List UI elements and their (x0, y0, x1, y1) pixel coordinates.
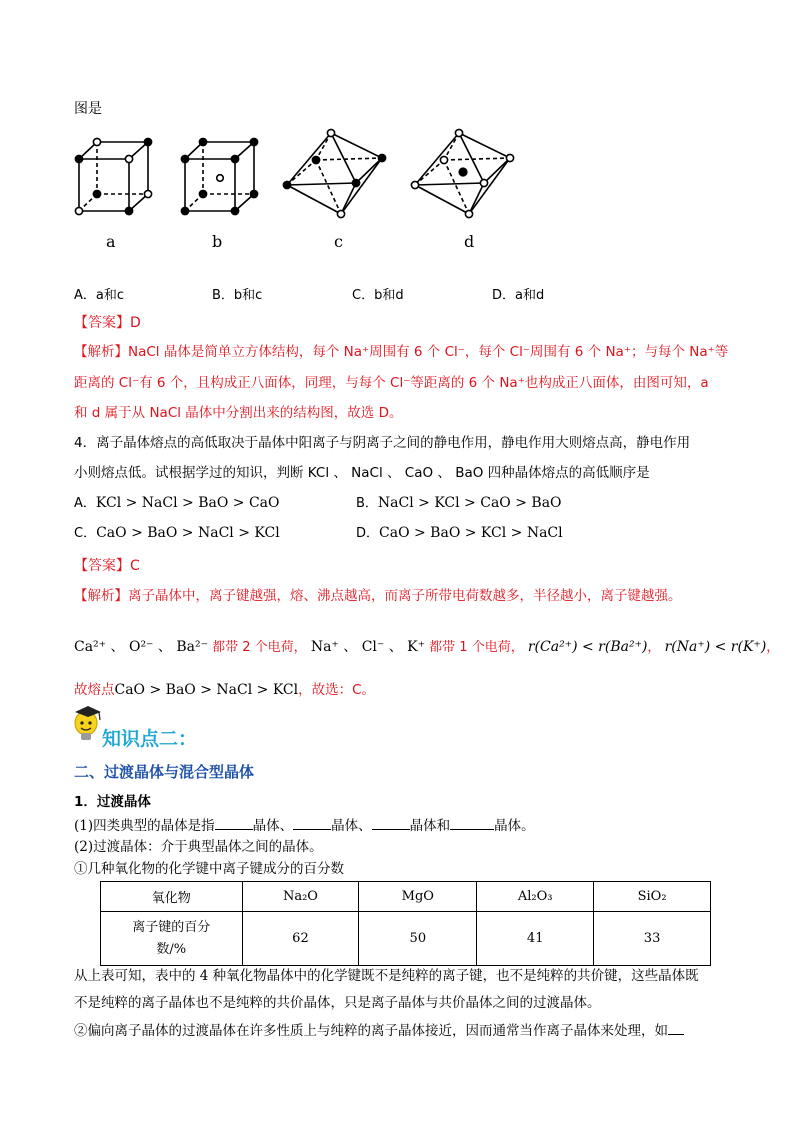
table-cell: 62 (242, 912, 359, 966)
radius-comma: ， (647, 640, 661, 655)
table-cell: 50 (359, 912, 477, 966)
conclusion-suffix: ，故选：C。 (298, 682, 376, 698)
fill-text-3: 晶体、 (331, 818, 372, 834)
fill-in-line (74, 815, 535, 836)
q4-analysis-line-1: 【解析】离子晶体中，离子键越强，熔、沸点越高，而离子所带电荷数越多，半径越小，离子键越强。 (74, 588, 682, 604)
conclusion-order: CaO > BaO > NaCl > KCl (114, 682, 299, 698)
figure-b (181, 138, 257, 214)
figure-label-b: b (212, 232, 223, 251)
table-cell: 33 (594, 912, 711, 966)
q4-option-c-text: CaO > BaO > NaCl > KCl (96, 525, 280, 541)
blank-3[interactable] (372, 815, 410, 830)
blank-4[interactable] (450, 815, 494, 830)
q3-analysis-line-1: 【解析】NaCl 晶体是简单立方体结构，每个 Na⁺周围有 6 个 Cl⁻，每个 Cl⁻周围有 6 个 Na⁺；与每个 Na⁺等 (74, 344, 729, 360)
radius-compare-1: r(Ca²⁺) < r(Ba²⁺) (527, 639, 648, 655)
blank-2[interactable] (293, 815, 331, 830)
paragraph-1-line-2: 不是纯粹的离子晶体也不是纯粹的共价晶体，只是离子晶体与共价晶体之间的过渡晶体。 (74, 995, 601, 1011)
knowledge-point-title: 知识点二： (102, 728, 198, 750)
q4-option-d (356, 522, 563, 541)
q4-option-a-text: KCl > NaCl > BaO > CaO (95, 495, 280, 511)
transition-crystal-definition: (2)过渡晶体：介于典型晶体之间的晶体。 (74, 839, 323, 855)
subsection-title: 1．过渡晶体 (74, 794, 151, 810)
radius-compare-2: r(Na⁺) < r(K⁺) (664, 639, 767, 655)
radius-tail: ， (766, 640, 780, 655)
q4-option-a (74, 492, 280, 511)
figure-label-c: c (334, 232, 343, 251)
paragraph-1-line-1: 从上表可知，表中的 4 种氧化物晶体中的化学键既不是纯粹的离子键，也不是纯粹的共价键，这些晶体既 (74, 968, 699, 984)
fill-text-4: 晶体和 (409, 818, 451, 834)
q4-option-c (74, 522, 280, 541)
table-row-label (101, 912, 243, 966)
q4-option-b-text: NaCl > KCl > CaO > BaO (377, 495, 562, 511)
fill-text-1: (1)四类典型的晶体是指 (74, 818, 215, 834)
lightbulb-icon (72, 704, 104, 744)
q4-option-a-label: A． (74, 496, 96, 511)
q4-option-b (356, 492, 562, 511)
divalent-text: 都带 2 个电荷， (212, 640, 307, 655)
table-header-row (101, 882, 711, 912)
table-header-cell: Al₂O₃ (477, 882, 594, 912)
table-caption: ①几种氧化物的化学键中离子键成分的百分数 (74, 861, 344, 877)
figure-c (283, 129, 385, 217)
row-label-line-1: 离子键的百分 (132, 919, 211, 935)
q4-option-c-label: C． (74, 526, 97, 541)
fill-text-5: 晶体。 (494, 818, 535, 834)
q4-stem-line-1: 4．离子晶体熔点的高低取决于晶体中阳离子与阴离子之间的静电作用，静电作用大则熔点高，静电作用 (74, 435, 691, 451)
blank-5[interactable] (668, 1020, 684, 1035)
q3-option-b: B．b和c (212, 288, 263, 303)
table-header-cell: Na₂O (242, 882, 359, 912)
q4-option-d-text: CaO > BaO > KCl > NaCl (379, 525, 563, 541)
paragraph-2 (74, 1020, 684, 1041)
intro-text: 图是 (74, 101, 102, 117)
q4-option-d-label: D． (356, 526, 380, 541)
figure-label-a: a (106, 232, 116, 251)
divalent-ions: Ca²⁺ 、 O²⁻ 、 Ba²⁻ (74, 639, 208, 655)
crystal-structures-figure (70, 122, 530, 222)
paragraph-2-text: ②偏向离子晶体的过渡晶体在许多性质上与纯粹的离子晶体接近，因而通常当作离子晶体来处理，如 (74, 1023, 668, 1039)
monovalent-text: 都带 1 个电荷， (429, 640, 524, 655)
q3-analysis-line-3: 和 d 属于从 NaCl 晶体中分割出来的结构图，故选 D。 (74, 405, 403, 421)
q3-option-c: C．b和d (352, 288, 404, 303)
table-header-cell: 氧化物 (101, 882, 243, 912)
q4-option-b-label: B． (356, 496, 378, 511)
q3-option-d: D．a和d (492, 288, 545, 303)
q3-answer: 【答案】D (74, 315, 141, 331)
q4-answer: 【答案】C (74, 558, 140, 574)
table-row (101, 912, 711, 966)
fill-text-2: 晶体、 (252, 818, 294, 834)
conclusion-prefix: 故熔点 (74, 682, 115, 698)
table-header-cell: SiO₂ (594, 882, 711, 912)
table-cell: 41 (477, 912, 594, 966)
figure-label-d: d (464, 232, 475, 251)
q3-option-a: A．a和c (74, 288, 125, 303)
table-header-cell: MgO (359, 882, 477, 912)
section-title: 二、过渡晶体与混合型晶体 (74, 763, 255, 781)
figure-d (411, 129, 513, 217)
q4-analysis-line-3 (74, 678, 375, 698)
q4-stem-line-2: 小则熔点低。试根据学过的知识，判断 KCl 、 NaCl 、 CaO 、 BaO 四种晶体熔点的高低顺序是 (74, 465, 650, 481)
q4-analysis-line-2 (74, 636, 779, 656)
row-label-line-2: 数/% (156, 941, 187, 957)
figure-a (75, 138, 151, 214)
blank-1[interactable] (215, 815, 253, 830)
oxide-ionic-bond-table (100, 881, 711, 966)
monovalent-ions: Na⁺ 、 Cl⁻ 、 K⁺ (310, 639, 426, 655)
q3-analysis-line-2: 距离的 Cl⁻有 6 个，且构成正八面体，同理，与每个 Cl⁻等距离的 6 个 Na⁺也构成正八面体，由图可知，a (74, 375, 709, 391)
